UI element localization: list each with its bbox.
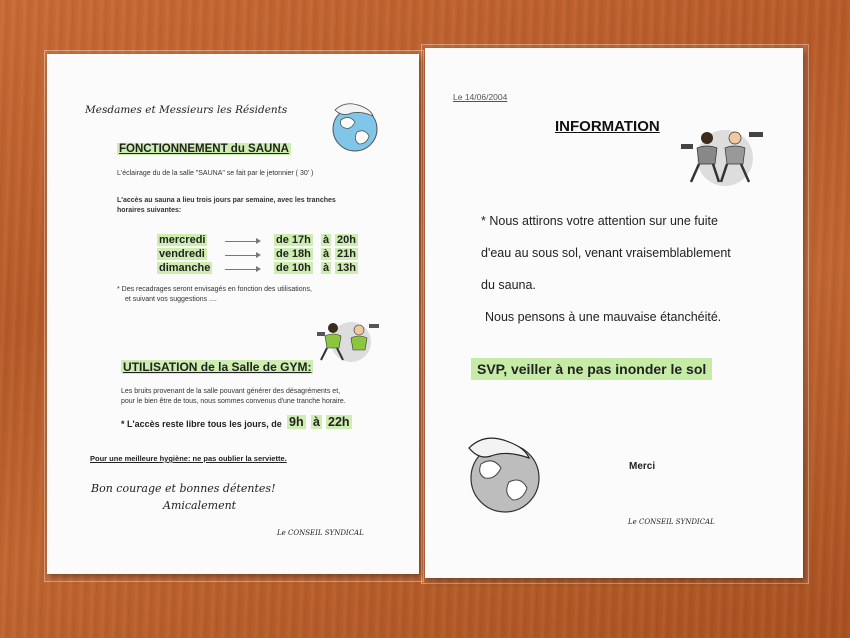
recadrage-line-2: et suivant vos suggestions ....	[125, 296, 217, 303]
schedule-to: 13h	[337, 262, 356, 274]
schedule-a: à	[323, 248, 330, 260]
weightlifters-icon	[673, 124, 773, 190]
gym-title: UTILISATION de la Salle de GYM:	[123, 360, 312, 374]
access-line-2: horaires suivantes:	[117, 207, 182, 214]
weightlifters-icon	[315, 318, 385, 366]
gym-line-1: Les bruits provenant de la salle pouvant générer des désagréments et,	[121, 388, 341, 395]
closing-line-2: Amicalement	[163, 499, 237, 512]
info-line-3: du sauna.	[481, 278, 536, 292]
schedule-from: de 17h	[276, 234, 311, 246]
closing-line-1: Bon courage et bonnes détentes!	[91, 482, 276, 495]
schedule-day: dimanche	[159, 262, 211, 274]
sauna-light-text: L'éclairage du de la salle "SAUNA" se fait par le jetonnier ( 30' )	[117, 170, 314, 177]
gym-to: 22h	[328, 415, 350, 429]
sauna-notice-sheet	[47, 54, 419, 574]
schedule-to: 20h	[337, 234, 356, 246]
recadrage-line-1: * Des recadrages seront envisagés en fonction des utilisations,	[117, 286, 312, 293]
hygiene-note: Pour une meilleure hygiène: ne pas oublier la serviette.	[90, 454, 287, 463]
schedule-a: à	[323, 262, 330, 274]
access-line-1: L'accès au sauna a lieu trois jours par semaine, avec les tranches	[117, 197, 336, 204]
merci: Merci	[629, 461, 656, 472]
sauna-title: FONCTIONNEMENT du SAUNA	[119, 143, 289, 155]
schedule-from: de 18h	[276, 248, 311, 260]
schedule-day: mercredi	[159, 234, 206, 246]
arrow-icon	[225, 255, 259, 256]
svp-banner: SVP, veiller à ne pas inonder le sol	[471, 358, 712, 380]
signature: Le CONSEIL SYNDICAL	[628, 518, 715, 526]
info-title: INFORMATION	[555, 118, 660, 135]
greeting: Mesdames et Messieurs les Résidents	[85, 104, 288, 116]
gym-a: à	[313, 415, 320, 429]
info-line-4: Nous pensons à une mauvaise étanchéité.	[485, 310, 722, 324]
schedule-a: à	[323, 234, 330, 246]
arrow-icon	[225, 241, 259, 242]
arrow-icon	[225, 269, 259, 270]
schedule-to: 21h	[337, 248, 356, 260]
info-line-2: d'eau au sous sol, venant vraisemblablement	[481, 246, 731, 260]
date: Le 14/06/2004	[453, 92, 508, 102]
gym-from: 9h	[289, 415, 304, 429]
schedule-from: de 10h	[276, 262, 311, 274]
gym-access: * L'accès reste libre tous les jours, de	[121, 419, 282, 429]
info-line-1: * Nous attirons votre attention sur une fuite	[481, 214, 718, 228]
signature: Le CONSEIL SYNDICAL	[277, 529, 364, 537]
gym-line-2: pour le bien être de tous, nous sommes convenus d'une tranche horaire.	[121, 398, 346, 405]
globe-icon	[461, 424, 551, 516]
globe-icon	[327, 96, 383, 154]
information-notice-sheet	[425, 48, 803, 578]
schedule-day: vendredi	[159, 248, 205, 260]
